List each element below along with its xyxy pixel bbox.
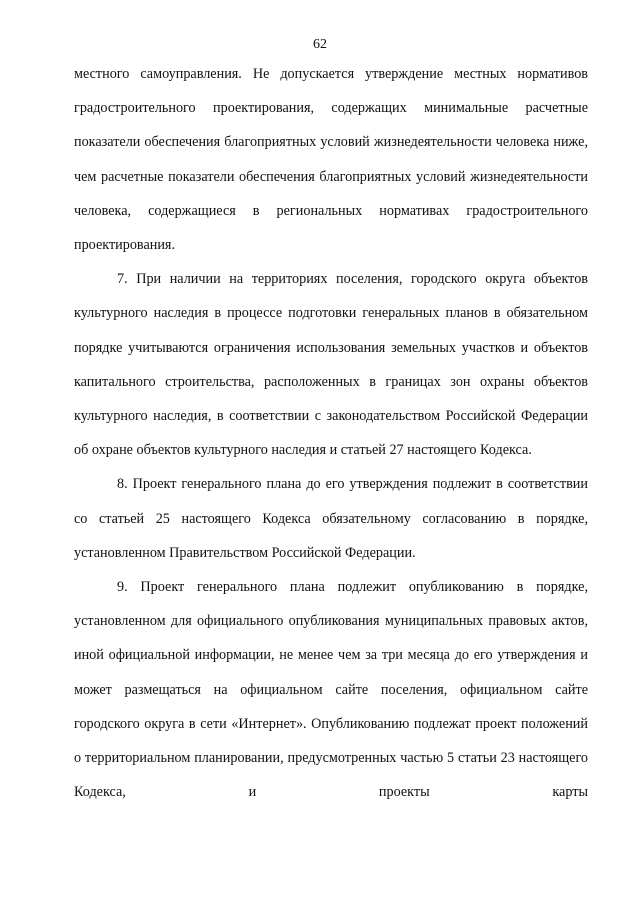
document-body [74,57,588,809]
paragraph-9: 9. Проект генерального плана подлежит опубликованию в порядке, установленном для официального опубликования муниципальных правовых актов, иной официальной информации, не менее чем за три месяца до его утверждения и может размещаться на официальном сайте поселения, официальном сайте городского округа в сети «Интернет». Опубликованию подлежат проект положений о территориальном планировании, предусмотренных частью 5 статьи 23 настоящего Кодекса, и проекты карты [74,579,588,801]
paragraph-continued: местного самоуправления. Не допускается утверждение местных нормативов градостроительного проектирования, содержащих минимальные расчетные показатели обеспечения благоприятных условий жизнедеятельности человека ниже, чем расчетные показатели обеспечения благоприятных условий жизнедеятельности человека, содержащиеся в региональных нормативах градостроительного проектирования. [74,66,588,254]
paragraph-8: 8. Проект генерального плана до его утверждения подлежит в соответствии со статьей 25 настоящего Кодекса обязательному согласованию в порядке, установленном Правительством Российской Федерации. [74,476,588,561]
paragraph-7: 7. При наличии на территориях поселения, городского округа объектов культурного наследия в процессе подготовки генеральных планов в обязательном порядке учитываются ограничения использования земельных участков и объектов капитального строительства, расположенных в границах зон охраны объектов культурного наследия, в соответствии с законодательством Российской Федерации об охране объектов культурного наследия и статьей 27 настоящего Кодекса. [74,271,588,459]
page-number: 62 [313,37,327,52]
